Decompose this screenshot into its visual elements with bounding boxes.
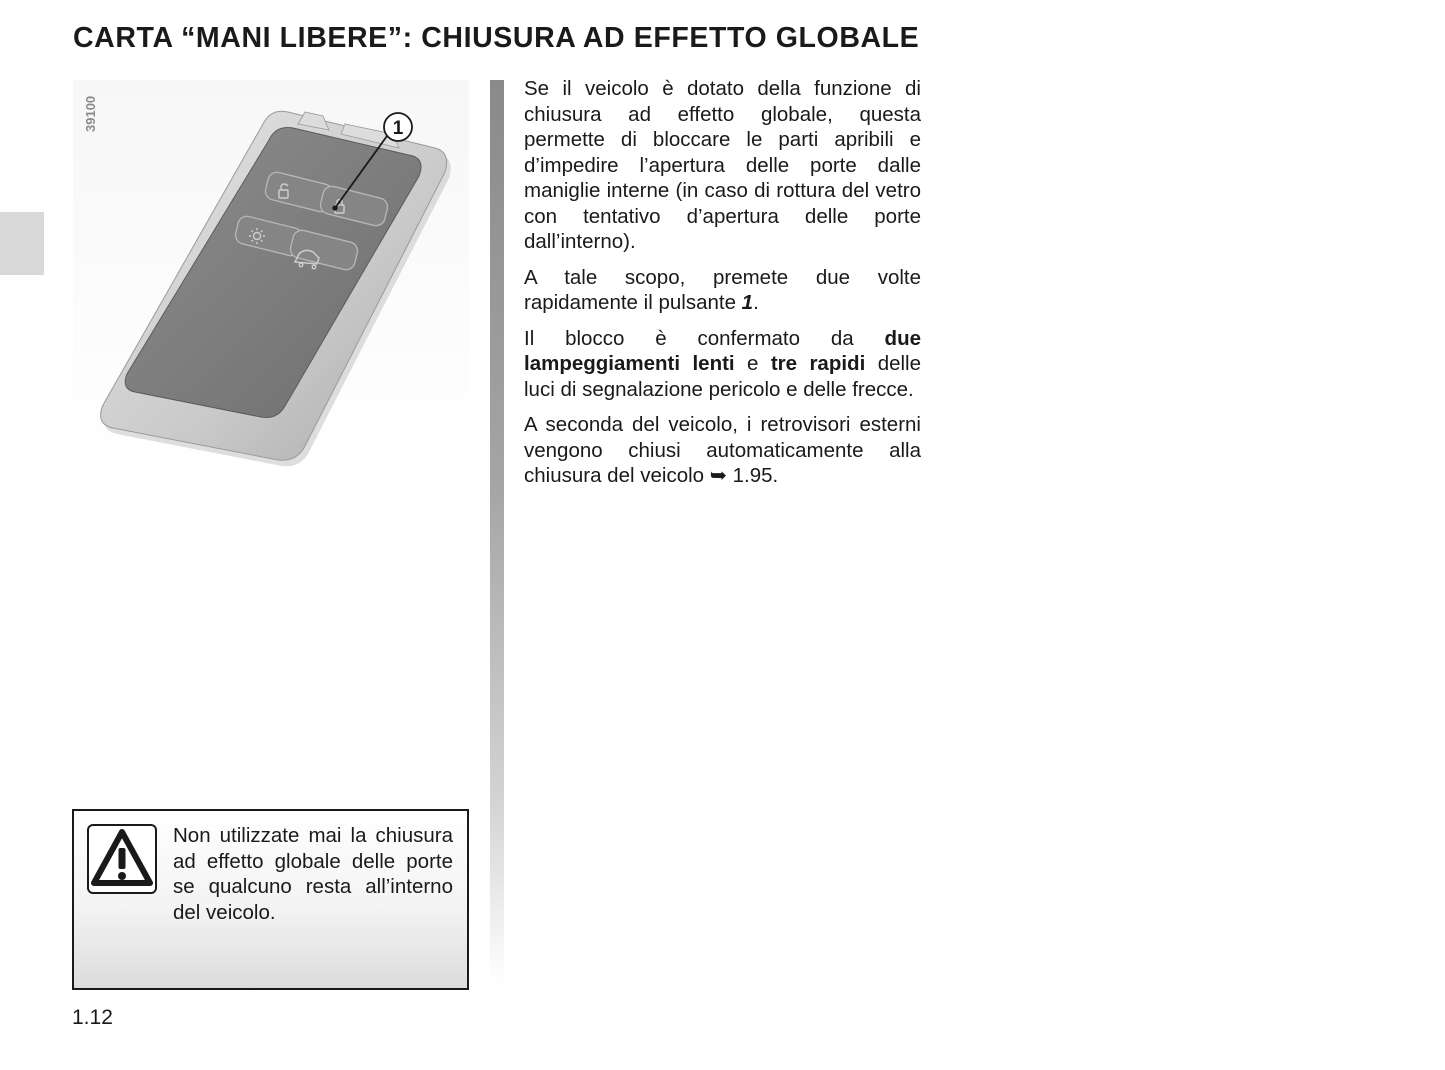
warning-triangle-icon — [87, 824, 157, 894]
paragraph-2: A tale scopo, premete due volte rapidamente il pulsante 1. — [524, 265, 921, 314]
callout-label: 1 — [392, 118, 404, 139]
keycard-illustration — [73, 80, 469, 474]
arrow-icon: ➥ — [709, 464, 727, 487]
paragraph-1: Se il veicolo è dotato della funzione di chiusura ad effetto globale, questa permette di bloccare le parti apribili e d’impedire l’apertura delle porte dalle maniglie interne (in caso di rottura del vetro con tentativo d’apertura delle porte dall’interno). — [524, 77, 921, 253]
warning-box — [72, 809, 469, 990]
image-code: 39100 — [83, 95, 98, 132]
paragraph-4: A seconda del veicolo, i retrovisori esterni vengono chiusi automaticamente alla chiusura del veicolo ➥ 1.95. — [524, 413, 921, 487]
page-reference: 1.95. — [726, 464, 779, 487]
paragraph-3: Il blocco è confermato da due lampeggiamenti lenti e tre rapidi delle luci di segnalazione pericolo e delle frecce. — [524, 326, 922, 401]
section-tab — [0, 212, 44, 275]
body-text — [524, 76, 921, 499]
column-divider — [490, 80, 504, 985]
warning-text: Non utilizzate mai la chiusura ad effetto globale delle porte se qualcuno resta all’interno del veicolo. — [173, 824, 453, 924]
button-reference: 1 — [741, 291, 754, 314]
page-title: CARTA “MANI LIBERE”: CHIUSURA AD EFFETTO GLOBALE — [73, 22, 920, 54]
page-number: 1.12 — [72, 1006, 113, 1029]
